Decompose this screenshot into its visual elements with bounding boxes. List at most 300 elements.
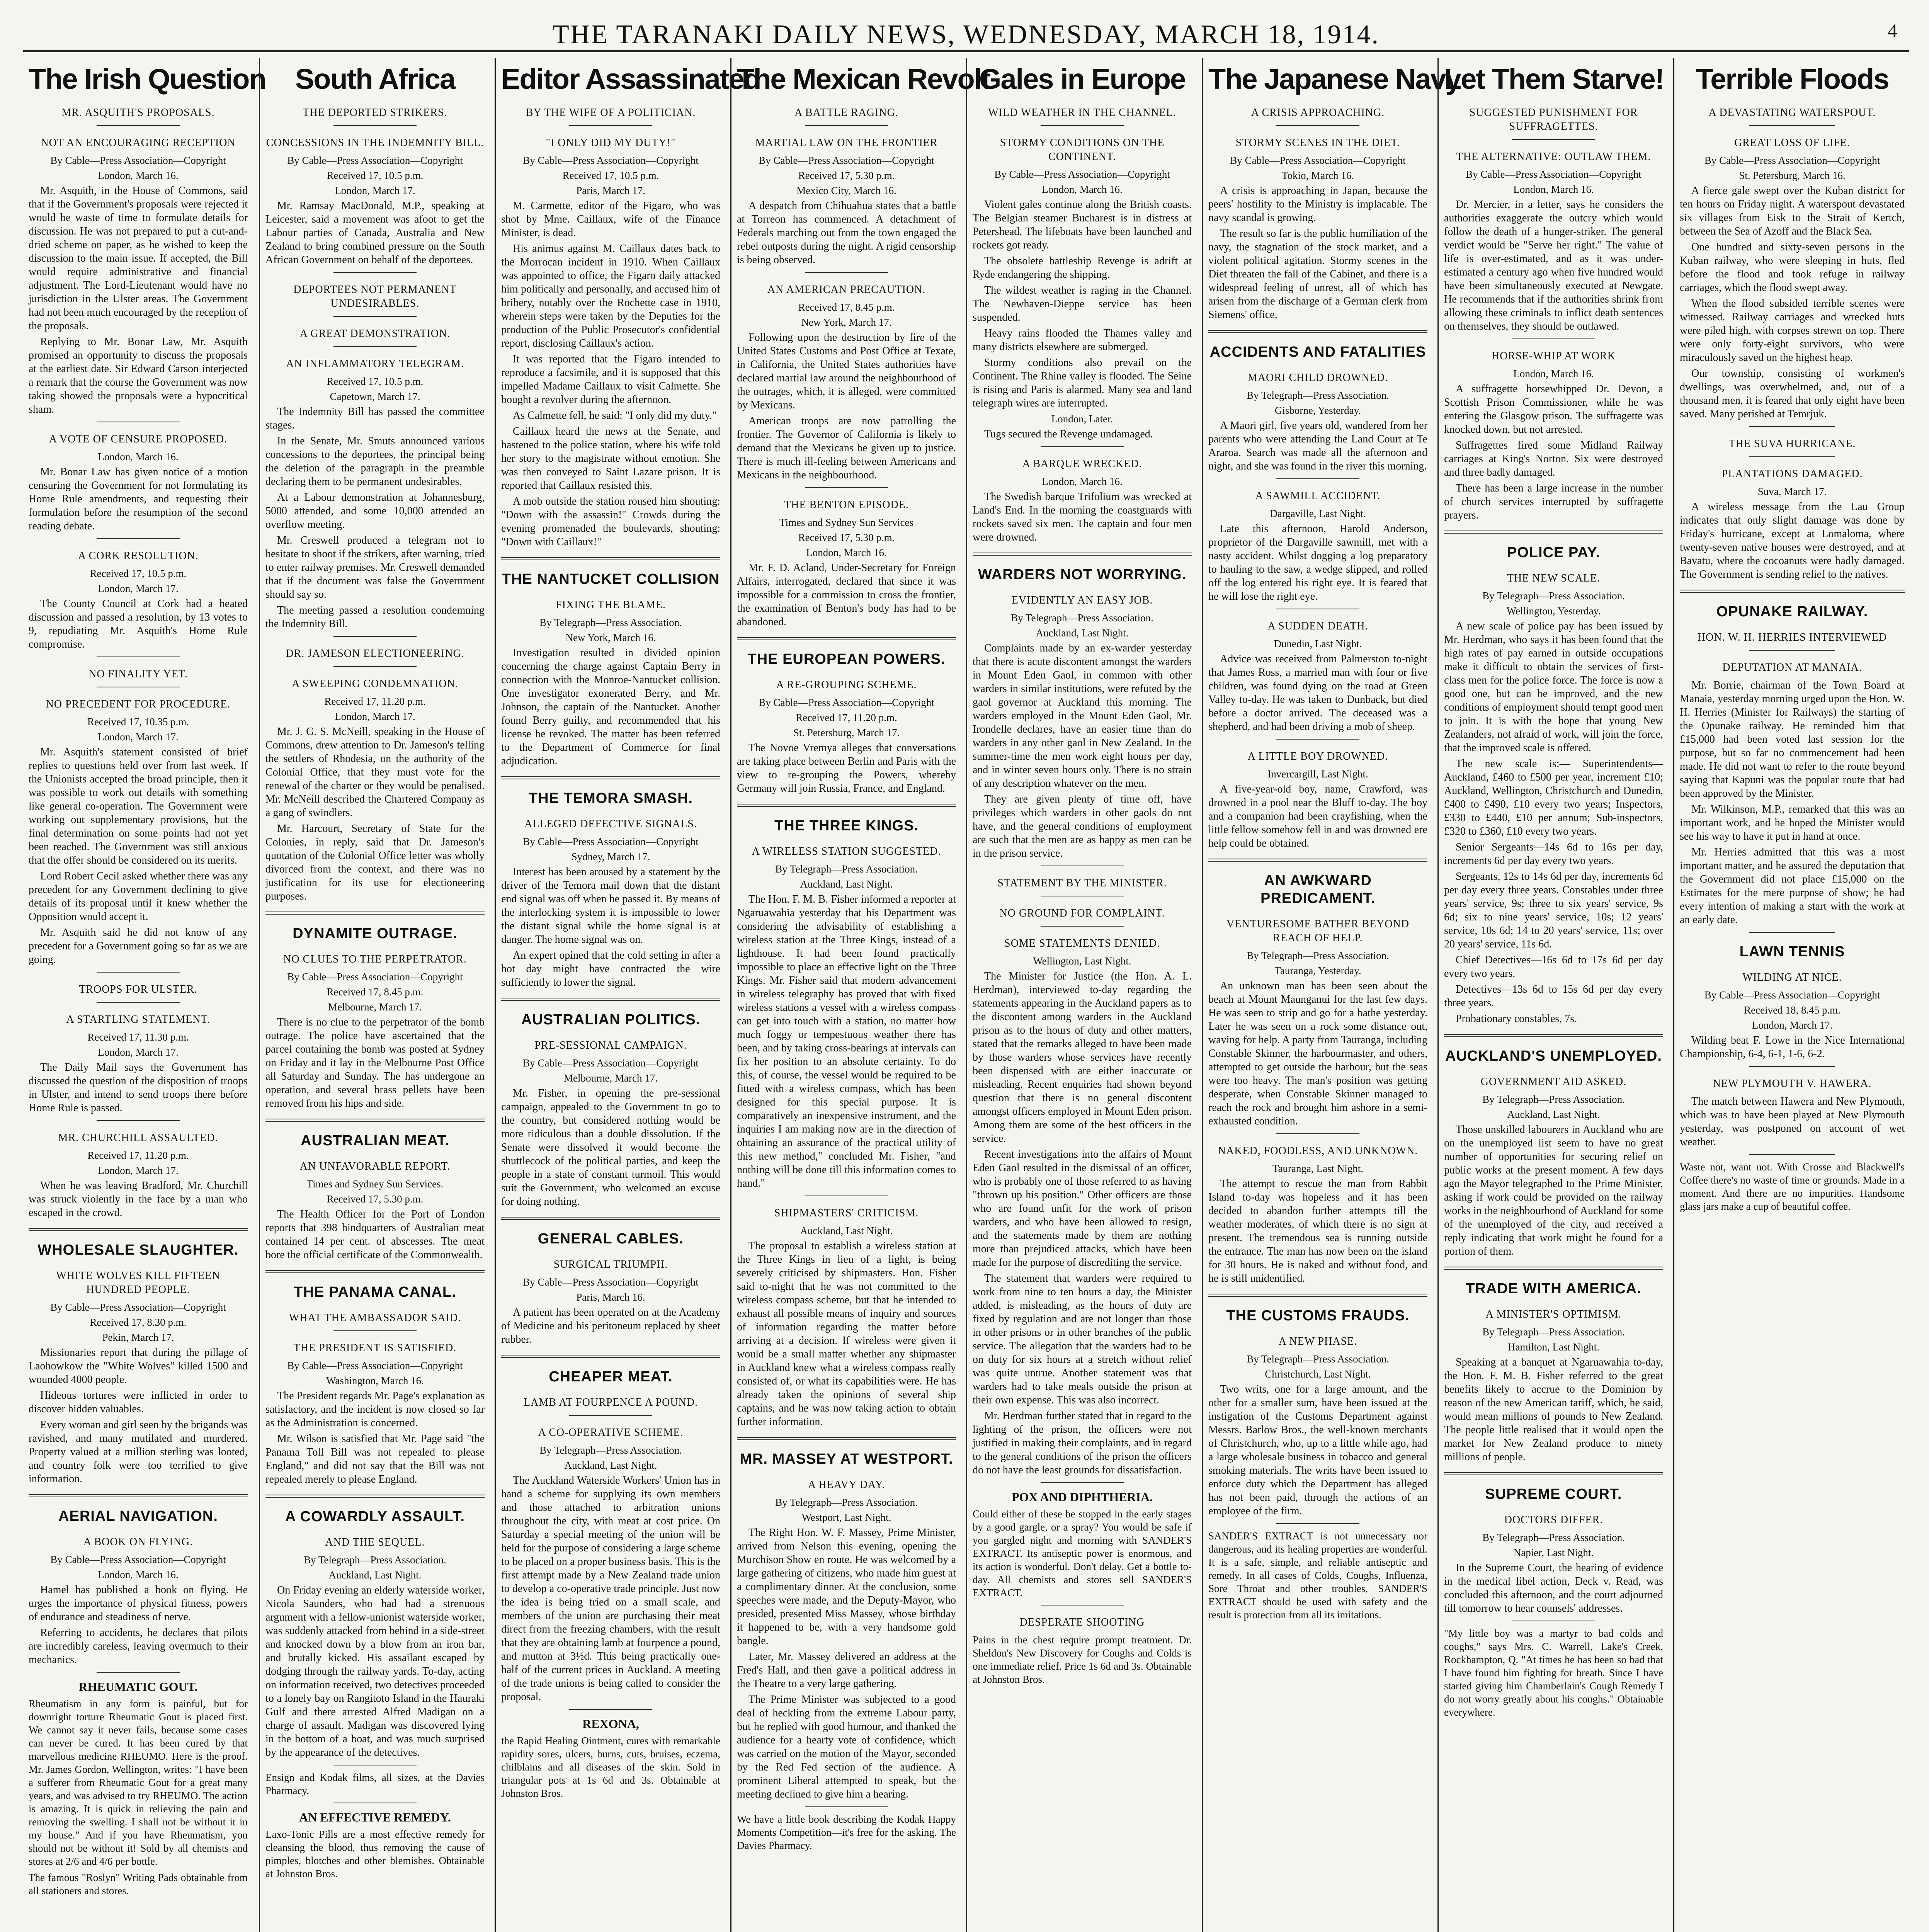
subheading: AN INFLAMMATORY TELEGRAM. [286, 358, 464, 370]
article-headline: THE THREE KINGS. [774, 818, 919, 834]
subheading: A BARQUE WRECKED. [1022, 458, 1142, 470]
dateline: By Telegraph—Press Association. [1482, 1094, 1625, 1105]
paragraph: Senior Sergeants—14s 6d to 16s per day, increments 6d per day every two years. [1444, 841, 1663, 867]
paragraph: Later, Mr. Massey delivered an address at the Fred's Hall, and then gave a political address in the Theatre to a very large gathering. [737, 1651, 956, 1690]
dateline: Dargaville, Last Night. [1270, 508, 1366, 519]
paragraph: They are given plenty of time off, have privileges which warders in other gaols do not have, and the general conditions of employment are such that the men are as happy as men can be in the prison service. [973, 793, 1192, 859]
double-rule [1444, 531, 1663, 534]
dateline: London, March 17. [335, 711, 415, 722]
paragraph: The Health Officer for the Port of London reports that 398 hindquarters of Australian meat contained 14 per cent. of abscesses. The meat bore the official certificate of the Commonwealth. [265, 1208, 485, 1261]
subheading: SHIPMASTERS' CRITICISM. [774, 1207, 919, 1219]
subheading: A HEAVY DAY. [808, 1479, 885, 1491]
divider-rule [97, 972, 180, 973]
double-rule [501, 776, 720, 779]
dateline: Received 17, 11.30 p.m. [87, 1031, 189, 1043]
double-rule [973, 553, 1192, 556]
double-rule [1444, 1472, 1663, 1475]
divider-rule [569, 1415, 652, 1416]
paragraph: A despatch from Chihuahua states that a battle at Torreon has commenced. A detachment of Federals marching out from the town engaged the rebel outposts during the night. A rigid censorship is being observed. [737, 200, 956, 266]
subheading: GOVERNMENT AID ASKED. [1480, 1076, 1627, 1088]
dateline: Sydney, March 17. [571, 851, 650, 862]
dateline: Times and Sydney Sun Services. [306, 1178, 444, 1190]
divider-rule [569, 1709, 652, 1710]
paragraph: When the flood subsided terrible scenes were witnessed. Railway carriages and wrecked huts were piled high, with corpses strewn on top. There were only forty-eight survivors, who were miraculously saved on the highest heap. [1680, 298, 1905, 364]
paragraph: Heavy rains flooded the Thames valley and many districts elsewhere are submerged. [973, 327, 1192, 353]
paragraph: The obsolete battleship Revenge is adrift at Ryde endangering the shipping. [973, 255, 1192, 281]
dateline: By Cable—Press Association—Copyright [523, 155, 699, 166]
dateline: Mexico City, March 16. [796, 185, 896, 196]
dateline: By Cable—Press Association—Copyright [50, 1301, 226, 1313]
paragraph: The Novoe Vremya alleges that conversations are taking place between Berlin and Paris with the view to re-grouping the Powers, whereby Germany will join Russia, France, and England. [737, 742, 956, 794]
subheading: BY THE WIFE OF A POLITICIAN. [526, 107, 696, 119]
double-rule [1208, 1294, 1427, 1297]
divider-rule [1276, 1133, 1359, 1134]
divider-rule [1041, 125, 1124, 126]
paragraph: In the Senate, Mr. Smuts announced various concessions to the deportees, the principal being the deletion of the paragraph in the preamble declaring them to be permanent undesirables. [265, 435, 485, 488]
dateline: By Cable—Press Association—Copyright [50, 1554, 226, 1565]
page-number: 4 [1888, 20, 1897, 41]
subheading: PLANTATIONS DAMAGED. [1721, 468, 1863, 480]
dateline: Auckland, Last Night. [800, 1225, 893, 1236]
divider-rule [569, 125, 652, 126]
subheading: A CORK RESOLUTION. [78, 550, 199, 562]
paragraph: Complaints made by an ex-warder yesterday that there is acute discontent amongst the warders in Mount Eden Gaol, in common with other warders in similar institutions, were refuted by the gaol governor at Auckland this morning. The warders employed in the Mount Eden Gaol, Mr. Irondelle declares, have an easier time than do warders in any other gaol in New Zealand. In the summer-time the men work eight hours per day, and in winter seven hours only. There is no strain of any description whatever on the men. [973, 642, 1192, 789]
dateline: Pekin, March 17. [102, 1332, 174, 1343]
column-title: Terrible Floods [1696, 63, 1889, 95]
dateline: Received 18, 8.45 p.m. [1744, 1004, 1841, 1016]
paragraph: Advice was received from Palmerston to-night that James Ross, a married man with four or five children, was found dying on the road at Green Valley to-day. He was taken to Dunback, but died before a doctor arrived. The deceased was a shepherd, and had been driving a mob of sheep. [1208, 653, 1427, 733]
subheading: STATEMENT BY THE MINISTER. [997, 877, 1167, 889]
article-headline: MR. MASSEY AT WESTPORT. [740, 1451, 953, 1467]
paragraph: Investigation resulted in divided opinion concerning the charge against Captain Berry in connection with the Monroe-Nantucket collision. One investigator exonerated Berry, and Mr. Johnson, the captain of the Nantucket. Another found Berry guilty, and recommended that his license be revoked. The matter has been referred to the Department of Commerce for final adjudication. [501, 647, 720, 767]
column-body [1680, 106, 1905, 1213]
dateline: By Cable—Press Association—Copyright [50, 155, 226, 166]
divider-rule [1041, 446, 1124, 447]
paragraph: The Hon. F. M. B. Fisher informed a reporter at Ngaruawahia yesterday that his Department was considering the advisability of establishing a wireless station at the Three Kings, instead of a lighthouse. It had been found practically impossible to place an effective light on the Three Kings. Mr. Fisher said that modern advancement in wireless telegraphy has proved that with fixed wireless stations a vessel with a wireless compass can get into touch with a station, no matter how much foggy or tempestuous weather there has been, and by taking cross-bearings at intervals can fix her position to an absolute certainty. To do this, of course, the vessel would be required to be fitted with a wireless compass, which has been designed for this special purpose. It is comparatively an inexpensive instrument, and the inquiries I am making now are in the direction of obtaining an assurance of the practical utility of this new method," concluded Mr. Fisher, "and nothing will be done till this information comes to hand." [737, 893, 956, 1189]
paragraph: His animus against M. Caillaux dates back to the Morrocan incident in 1910. When Caillaux was appointed to office, the Figaro daily attacked him politically and personally, and accused him of bribery, notably over the Rochette case in 1910, wherein steps were taken by the Deputies for the production of the Public Prosecutor's confidential report, disclosing Caillaux's action. [501, 243, 720, 349]
paragraph: The Swedish barque Trifolium was wrecked at Land's End. In the morning the coastguards with rockets saved six men. The captain and four men were drowned. [973, 491, 1192, 543]
subheading: WILD WEATHER IN THE CHANNEL. [988, 107, 1176, 119]
paragraph: Hideous tortures were inflicted in order to discover hidden valuables. [29, 1389, 248, 1415]
column-body [973, 106, 1192, 1686]
divider-rule [1041, 1482, 1124, 1483]
paragraph: Wilding beat F. Lowe in the Nice International Championship, 6-4, 6-1, 1-6, 6-2. [1680, 1034, 1905, 1060]
dateline: By Cable—Press Association—Copyright [759, 155, 934, 166]
dateline: London, March 16. [98, 170, 179, 181]
paragraph: A new scale of police pay has been issued by Mr. Herdman, who says it has been found that the high rates of pay earned in outside occupations make it difficult to obtain the services of first-class men for the police force. The force is now a good one, but can be improved, and the new conditions of employment should tempt good men to join. It is with the hope that young New Zealanders, not afraid of work, will join the force, that the improved scale is offered. [1444, 620, 1663, 754]
paragraph: A suffragette horsewhipped Dr. Devon, a Scottish Prison Commissioner, while he was entering the Glasgow prison. The suffragette was knocked down, but not arrested. [1444, 383, 1663, 435]
dateline: Wellington, Last Night. [1033, 955, 1131, 967]
divider-rule [1749, 1154, 1835, 1155]
divider-rule [1749, 650, 1835, 651]
paragraph: The Daily Mail says the Government has discussed the question of the disposition of troops in Ulster, and intend to send troops there before Home Rule is passed. [29, 1061, 248, 1114]
dateline: Suva, March 17. [1757, 486, 1827, 497]
article-headline: TRADE WITH AMERICA. [1466, 1281, 1642, 1297]
paragraph: Mr. Ramsay MacDonald, M.P., speaking at Leicester, said a movement was afoot to get the Labour parties of Canada, Australia and New Zealand to bring combined pressure on the South African Government on behalf of the deportees. [265, 200, 485, 266]
subheading: HORSE-WHIP AT WORK [1492, 350, 1616, 362]
dateline: London, Later. [1051, 413, 1113, 425]
double-rule [265, 1119, 485, 1122]
paragraph: Replying to Mr. Bonar Law, Mr. Asquith promised an opportunity to discuss the proposals at the earliest date. Sir Edward Carson interjected a remark that the course the Government was now taking showed the proposals were a hypocritical sham. [29, 336, 248, 415]
paragraph: Every woman and girl seen by the brigands was ravished, and many mutilated and murdered. Property valued at a million sterling was looted, and country folk were too terrified to give information. [29, 1419, 248, 1485]
paragraph: American troops are now patrolling the frontier. The Governor of California is likely to demand that the Mexicans be given up to justice. There is much ill-feeling between Americans and Mexicans in the neighbourhood. [737, 415, 956, 481]
paragraph: Probationary constables, 7s. [1456, 1013, 1577, 1025]
subheading: MARTIAL LAW ON THE FRONTIER [755, 137, 938, 149]
subheading: SOME STATEMENTS DENIED. [1004, 937, 1160, 949]
double-rule [1208, 859, 1427, 862]
subheading: MR. ASQUITH'S PROPOSALS. [61, 107, 215, 119]
article-headline: AUSTRALIAN POLITICS. [521, 1012, 701, 1028]
dateline: By Cable—Press Association—Copyright [287, 1360, 463, 1371]
subheading: NO GROUND FOR COMPLAINT. [999, 907, 1165, 919]
column-body [29, 106, 248, 1897]
double-rule [265, 912, 485, 915]
subheading: DEPUTATION AT MANAIA. [1722, 662, 1862, 673]
dateline: By Telegraph—Press Association. [1482, 1532, 1625, 1543]
double-rule [1444, 1267, 1663, 1270]
subheading: SUGGESTED PUNISHMENT FOR SUFFRAGETTES. [1469, 107, 1638, 133]
advertisement-text: The famous "Roslyn" Writing Pads obtainable from all stationers and stores. [29, 1872, 248, 1896]
article-headline: OPUNAKE RAILWAY. [1716, 604, 1868, 620]
paragraph: As Calmette fell, he said: "I only did my duty." [513, 410, 717, 422]
dateline: Melbourne, March 17. [328, 1001, 422, 1013]
article-headline: THE CUSTOMS FRAUDS. [1226, 1308, 1410, 1324]
divider-rule [97, 656, 180, 657]
advertisement-heading: REXONA, [582, 1717, 639, 1731]
article-headline: THE TEMORA SMASH. [528, 790, 693, 806]
advertisement-text: the Rapid Healing Ointment, cures with remarkable rapidity sores, ulcers, burns, cuts, bruises, eczema, chilblains and all diseases of the skin. Sold in triangular pots at 1s 6d and 3s. Obtainable at Johnston Bros. [501, 1735, 720, 1799]
advertisement-text: Pains in the chest require prompt treatment. Dr. Sheldon's New Discovery for Coughs and Colds is one immediate relief. Price 1s 6d and 3s. Obtainable at Johnston Bros. [973, 1634, 1192, 1685]
divider-rule [333, 125, 417, 126]
advertisement-text: SANDER'S EXTRACT is not unnecessary nor dangerous, and its healing properties are wonderful. It is a safe, simple, and reliable antiseptic and remedy. In all cases of Colds, Coughs, Influenza, Sore Throat and other troubles, SANDER'S EXTRACT should be used with safety and the result is protection from all its imitations. [1208, 1530, 1427, 1621]
dateline: By Cable—Press Association—Copyright [287, 155, 463, 166]
paragraph: The result so far is the public humiliation of the navy, the stagnation of the stock market, and a violent political agitation. Stormy scenes in the Diet threaten the fall of the Cabinet, and there is a widespread feeling of unrest, all of which has arisen from the discharge of a German clerk from Siemens' office. [1208, 228, 1427, 321]
subheading: DEPORTEES NOT PERMANENT UNDESIRABLES. [293, 284, 457, 310]
double-rule [737, 804, 956, 807]
paragraph: A wireless message from the Lau Group indicates that only slight damage was done by Friday's hurricane, except at Lomaloma, where twenty-seven native houses were destroyed, and at Bavatu, where the cocoanuts were badly damaged. The Government is sending relief to the natives. [1680, 501, 1905, 580]
paragraph: A Maori girl, five years old, wandered from her parents who were attending the Land Court at Te Araroa. Search was made all the afternoon and night, and she was found in the river this morning. [1208, 420, 1427, 472]
dateline: London, March 16. [1513, 368, 1594, 379]
dateline: Received 17, 10.35 p.m. [87, 716, 189, 728]
paragraph: Hamel has published a book on flying. He urges the importance of physical fitness, powers of endurance and steadiness of nerve. [29, 1584, 248, 1623]
dateline: By Cable—Press Association—Copyright [523, 836, 699, 847]
column-3 [495, 58, 760, 1932]
dateline: Hamilton, Last Night. [1508, 1341, 1599, 1353]
divider-rule [1749, 125, 1835, 126]
subheading: GREAT LOSS OF LIFE. [1734, 137, 1851, 149]
advertisement-text: Rheumatism in any form is painful, but for downright torture Rheumatic Gout is placed first. We cannot say it never fails, because some cases can never be cured. It has been cured by that marvellous medicine RHEUMO. Here is the proof. Mr. James Gordon, Wellington, writes: "I have been a sufferer from Rheumatic Gout for a great many years, and was advised to try RHEUMO. The action is amazing. It is quick in relieving the pain and removing the swelling. I shall not be without it in my house." And if you have Rheumatism, you should not be without it! Sold by all chemists and stores at 2/6 and 4/6 per bottle. [29, 1698, 248, 1867]
divider-rule [97, 1672, 180, 1673]
paragraph: Stormy conditions also prevail on the Continent. The Rhine valley is flooded. The Seine is rising and Paris is alarmed. Many sea and land telegraph wires are interrupted. [973, 357, 1192, 409]
dateline: Received 17, 11.20 p.m. [796, 712, 897, 723]
paragraph: The proposal to establish a wireless station at the Three Kings in lieu of a light, is being severely criticised by shipmasters. Hon. Fisher said to-night that he was not committed to the wireless compass scheme, but that he intended to exhaust all possible means of inquiry and sources of information regarding the matter before arriving at a decision. If wireless were given it would be a small matter whether any shipmaster in Auckland knew what a wireless compass really consisted of, or what its capabilities were. He has already taken the opinions of several ship captains, and he was now taking action to obtain further information. [737, 1240, 956, 1428]
column-title: Editor Assassinated [501, 63, 760, 95]
article-headline: ACCIDENTS AND FATALITIES [1209, 344, 1426, 360]
subheading: A RE-GROUPING SCHEME. [776, 679, 917, 691]
subheading: A CO-OPERATIVE SCHEME. [538, 1427, 684, 1439]
subheading: FIXING THE BLAME. [556, 599, 666, 611]
dateline: Paris, March 16. [576, 1291, 645, 1303]
dateline: Auckland, Last Night. [328, 1569, 422, 1581]
paragraph: Mr. Bonar Law has given notice of a motion censuring the Government for not formulating its Home Rule amendments, and requesting their formulation before the resumption of the second reading debate. [29, 466, 248, 532]
divider-rule [1276, 478, 1359, 479]
dateline: Received 17, 5.30 p.m. [327, 1193, 424, 1205]
divider-rule [1276, 125, 1359, 126]
dateline: London, March 17. [98, 1046, 179, 1058]
paragraph: Mr. Wilson is satisfied that Mr. Page said "the Panama Toll Bill was not repealed to please England," and did not say that the Bill was not repealed merely to please England. [265, 1433, 485, 1485]
double-rule [29, 1494, 248, 1497]
dateline: London, March 17. [98, 583, 179, 594]
paragraph: Dr. Mercier, in a letter, says he considers the authorities exaggerate the outcry which would follow the death of a hunger-striker. The general verdict would be "Serve her right." The value of life is over-estimated, and as it was under-estimated a century ago when five hundred would have been simultaneously executed at Newgate. He recommends that if the authorities shrink from allowing these criminals to inflict death sentences on themselves, they should be outlawed. [1444, 199, 1663, 332]
paragraph: Mr. Asquith said he did not know of any precedent for a Government going so far as we are going. [29, 927, 248, 966]
column-5 [966, 58, 1197, 1932]
divider-rule [805, 487, 888, 488]
subheading: DOCTORS DIFFER. [1504, 1514, 1603, 1526]
article-headline: AUCKLAND'S UNEMPLOYED. [1445, 1048, 1662, 1064]
paragraph: A crisis is approaching in Japan, because the peers' hostility to the Ministry is implacable. The navy scandal is growing. [1208, 185, 1427, 224]
dateline: Auckland, Last Night. [800, 878, 893, 890]
paragraph: At a Labour demonstration at Johannesburg, 5000 attended, and some 10,000 attended an overflow meeting. [265, 492, 485, 531]
dateline: Tauranga, Yesterday. [1274, 965, 1361, 976]
dateline: By Telegraph—Press Association. [1482, 590, 1625, 602]
subheading: THE PRESIDENT IS SATISFIED. [293, 1342, 457, 1354]
column-body [265, 106, 485, 1880]
paragraph: A mob outside the station roused him shouting: "Down with the assassin!" Crowds during the evening promenaded the boulevards, shouting: "Down with Caillaux!" [501, 495, 720, 548]
advertisement-text: Waste not, want not. With Crosse and Blackwell's Coffee there's no waste of time or grounds. Made in a moment. And there are no impurities. Handsome glass jars make a cup of beautiful coffee. [1680, 1161, 1905, 1212]
subheading: NEW PLYMOUTH V. HAWERA. [1713, 1078, 1872, 1090]
paragraph: Sergeants, 12s to 14s 6d per day, increments 6d per day every three years. Constables under three years' service, 9s; three to six years' service, 9s 6d; six to nine years' service, 10s; 12 years' service, 10s 6d; 14 to 20 years' service, 11s; over 20 years' service, 11s 6d. [1444, 871, 1663, 950]
subheading: ALLEGED DEFECTIVE SIGNALS. [524, 818, 697, 830]
paragraph: Missionaries report that during the pillage of Laohowkow the "White Wolves" killed 1500 and wounded 4000 people. [29, 1347, 248, 1386]
dateline: London, March 16. [1042, 476, 1123, 487]
divider-rule [805, 272, 888, 273]
dateline: By Cable—Press Association—Copyright [994, 168, 1170, 180]
subheading: THE BENTON EPISODE. [784, 499, 909, 511]
dateline: Received 17, 8.45 p.m. [327, 986, 424, 998]
dateline: Napier, Last Night. [1513, 1547, 1594, 1558]
dateline: Paris, March 17. [576, 185, 645, 196]
dateline: Received 17, 8.30 p.m. [90, 1316, 187, 1328]
dateline: London, March 17. [98, 731, 179, 743]
subheading: LAMB AT FOURPENCE A POUND. [523, 1396, 698, 1408]
dateline: By Telegraph—Press Association. [1482, 1326, 1625, 1338]
column-title: The Mexican Revolt [737, 63, 990, 95]
paragraph: Our township, consisting of workmen's dwellings, was overwhelmed, and, out of a thousand men, it is feared that only eight have been saved. Many perished at Temrjuk. [1680, 367, 1905, 420]
paragraph: Those unskilled labourers in Auckland who are on the unemployed list seem to have no great number of opportunities for securing relief on public works at the present moment. A few days ago the Mayor telegraphed to the Prime Minister, asking if work could be provided on the railway works in the neighbourhood of Auckland for some of the unemployed of the city, and received a reply indicating that work might be found for a portion of them. [1444, 1124, 1663, 1257]
paragraph: Mr. Fisher, in opening the pre-sessional campaign, appealed to the Government to go to the country, but considered nothing would be more ridiculous than a double dissolution. If the Senate were dissolved it would become the shuttlecock of the political parties, and keep the people in a state of constant turmoil. This would suit the Government, who welcomed an excuse for doing nothing. [501, 1087, 720, 1208]
dateline: By Telegraph—Press Association. [1247, 389, 1389, 401]
paragraph: Referring to accidents, he declares that pilots are incredibly careless, leaving overmuch to their mechanics. [29, 1627, 248, 1666]
double-rule [737, 637, 956, 640]
subheading: AN AMERICAN PRECAUTION. [767, 284, 926, 296]
subheading: PRE-SESSIONAL CAMPAIGN. [534, 1039, 687, 1051]
subheading: A LITTLE BOY DROWNED. [1247, 750, 1388, 762]
column-title: South Africa [295, 63, 455, 95]
divider-rule [1276, 739, 1359, 740]
paragraph: Mr. Herries admitted that this was a most important matter, and he assured the deputation that the Government did not place £15,000 on the Estimates for the mere purpose of show; he had every intention of making a start with the work at an early date. [1680, 846, 1905, 926]
paragraph: Mr. Creswell produced a telegram not to hesitate to shoot if the strikers, after warning, tried to enter railway premises. Mr. Creswell demanded that if the document was false the Government should say so. [265, 534, 485, 600]
divider-rule [1512, 139, 1595, 140]
column-8 [1673, 58, 1910, 1932]
divider-rule [333, 346, 417, 347]
divider-rule [1749, 1066, 1835, 1067]
dateline: Received 17, 11.20 p.m. [324, 696, 426, 707]
subheading: A VOTE OF CENSURE PROPOSED. [49, 433, 228, 445]
article-headline: THE EUROPEAN POWERS. [747, 651, 946, 667]
subheading: TROOPS FOR ULSTER. [79, 983, 197, 995]
paragraph: Late this afternoon, Harold Anderson, proprietor of the Dargaville sawmill, met with a nasty accident. Whilst dogging a log preparatory to hauling to the saw, a wedge slipped, and rolled off the log entered his right eye. It is feared that he will lose the right eye. [1208, 523, 1427, 602]
dateline: Auckland, Last Night. [564, 1459, 657, 1471]
paragraph: Lord Robert Cecil asked whether there was any precedent for any Government declining to give details of its proposal until it knew whether the Opposition would accept it. [29, 870, 248, 923]
paragraph: Mr. Borrie, chairman of the Town Board at Manaia, yesterday morning urged upon the Hon. W. H. Herries (Minister for Railways) the starting of the Opunake railway. He reminded him that £15,000 had been voted last session for the purpose, but so far no commencement had been made. He did not want to refer to the route beyond saying that Kapuni was the popular route that had been approved by the Minister. [1680, 679, 1905, 799]
advertisement-heading: POX AND DIPHTHERIA. [1011, 1490, 1153, 1504]
dateline: Times and Sydney Sun Services [779, 517, 913, 528]
dateline: By Telegraph—Press Association. [775, 1497, 918, 1508]
paragraph: Mr. Harcourt, Secretary of State for the Colonies, in reply, said that Dr. Jameson's quotation of the Colonial Office letter was wholly divorced from the context, and there was no justification for its use for electioneering purposes. [265, 823, 485, 902]
paragraph: One hundred and sixty-seven persons in the Kuban railway, who were sleeping in huts, fled before the flood and took refuge in railway carriages, which the flood swept away. [1680, 241, 1905, 294]
divider-rule [333, 666, 417, 667]
paragraph: A five-year-old boy, name, Crawford, was drowned in a pool near the Bluff to-day. The boy and a companion had been crayfishing, when the little fellow somehow fell in and was drowned ere help could be obtained. [1208, 783, 1427, 849]
double-rule [501, 998, 720, 1001]
paragraph: A fierce gale swept over the Kuban district for ten hours on Friday night. A waterspout devastated six villages from Eisk to the Strait of Kertch, between the Sea of Azoff and the Black Sea. [1680, 185, 1905, 237]
dateline: By Cable—Press Association—Copyright [759, 697, 934, 708]
paragraph: In the Supreme Court, the hearing of evidence in the medical libel action, Deck v. Read, was concluded this afternoon, and the court adjourned till tomorrow to hear counsels' addresses. [1444, 1562, 1663, 1614]
article-headline: CHEAPER MEAT. [549, 1369, 673, 1385]
paragraph: There is no clue to the perpetrator of the bomb outrage. The police have ascertained that the parcel containing the bomb was posted at Sydney on Friday and it lay in the Melbourne Post Office all Saturday and Sunday. The has undergone an operation, and several brass pellets have been removed from his hips and side. [265, 1016, 485, 1109]
column-4 [730, 58, 990, 1932]
dateline: Wellington, Yesterday. [1506, 605, 1601, 617]
divider-rule [333, 272, 417, 273]
paragraph: The Auckland Waterside Workers' Union has in hand a scheme for supplying its own members and those attached to arbitration unions throughout the city, with meat at cost price. On Saturday a special meeting of the union will be held for the purpose of considering a large scheme to be placed on a proper business basis. This is the first attempt made by a New Zealand trade union to develop a co-operative trade principle. Just now the idea is being tried on a small scale, and members of the union are purchasing their meat direct from the freezing chambers, with the result that they are obtaining lamb at fourpence a pound, and mutton at 3½d. This being practically one-half of the current prices in Auckland. A meeting of the trade unions is being called to consider the proposal. [501, 1475, 720, 1703]
dateline: Melbourne, March 17. [564, 1072, 658, 1084]
masthead-title: THE TARANAKI DAILY NEWS, WEDNESDAY, MARCH 18, 1914. [553, 20, 1380, 49]
subheading: A BATTLE RAGING. [794, 107, 898, 119]
dateline: By Telegraph—Press Association. [1247, 1353, 1389, 1365]
dateline: London, March 16. [98, 1569, 179, 1580]
divider-rule [1041, 926, 1124, 927]
divider-rule [805, 125, 888, 126]
subheading: WHAT THE AMBASSADOR SAID. [289, 1312, 461, 1324]
article-headline: AERIAL NAVIGATION. [58, 1508, 218, 1524]
paragraph: Caillaux heard the news at the Senate, and hastened to the police station, where his wife told her story to the magistrate without emotion. She was then conveyed to Saint Lazare prison. It is reported that Caillaux resisted this. [501, 425, 720, 492]
dateline: Auckland, Last Night. [1036, 627, 1129, 639]
paragraph: The President regards Mr. Page's explanation as satisfactory, and the incident is now closed so far as the Administration is concerned. [265, 1390, 485, 1429]
dateline: St. Petersburg, March 17. [793, 727, 900, 738]
divider-rule [97, 538, 180, 539]
subheading: A GREAT DEMONSTRATION. [299, 328, 451, 340]
double-rule [265, 1270, 485, 1273]
columns-area [23, 58, 1909, 1932]
subheading: A NEW PHASE. [1278, 1335, 1357, 1347]
advertisement-text: Laxo-Tonic Pills are a most effective remedy for cleansing the blood, thus removing the cause of pimples, blotches and other blemishes. Obtainable at Johnston Bros. [265, 1828, 485, 1879]
dateline: By Cable—Press Association—Copyright [287, 971, 463, 983]
double-rule [501, 1217, 720, 1220]
column-title: The Irish Question [29, 63, 266, 95]
dateline: Dunedin, Last Night. [1274, 638, 1362, 650]
dateline: By Cable—Press Association—Copyright [1704, 155, 1880, 166]
column-title: Let Them Starve! [1444, 63, 1664, 95]
subheading: NOT AN ENCOURAGING RECEPTION [41, 137, 236, 149]
subheading: AN UNFAVORABLE REPORT. [299, 1160, 451, 1172]
paragraph: M. Carmette, editor of the Figaro, who was shot by Mme. Caillaux, wife of the Finance Minister, is dead. [501, 200, 720, 239]
dateline: Auckland, Last Night. [1507, 1109, 1600, 1120]
subheading: THE NEW SCALE. [1507, 572, 1601, 584]
divider-rule [1749, 456, 1835, 457]
subheading: NAKED, FOODLESS, AND UNKNOWN. [1218, 1145, 1418, 1157]
advertisement-heading: AN EFFECTIVE REMEDY. [299, 1810, 451, 1824]
subheading: A CRISIS APPROACHING. [1251, 107, 1385, 119]
divider-rule [97, 125, 180, 126]
subheading: AND THE SEQUEL. [325, 1536, 425, 1548]
masthead [23, 15, 1909, 52]
dateline: By Telegraph—Press Association. [775, 863, 918, 875]
column-7 [1437, 58, 1669, 1932]
double-rule [501, 557, 720, 560]
dateline: New York, March 16. [565, 632, 656, 643]
dateline: Received 17, 5.30 p.m. [798, 170, 895, 181]
dateline: St. Petersburg, March 16. [1739, 170, 1846, 181]
paragraph: There has been a large increase in the number of church services interrupted by suffragette prayers. [1444, 482, 1663, 521]
divider-rule [333, 1330, 417, 1331]
paragraph: Suffragettes fired some Midland Railway carriages at King's Norton. Six were destroyed and three badly damaged. [1444, 439, 1663, 478]
subheading: THE DEPORTED STRIKERS. [303, 107, 447, 119]
article-headline: THE NANTUCKET COLLISION [502, 571, 720, 587]
paragraph: Recent investigations into the affairs of Mount Eden Gaol resulted in the dismissal of an officer, who is probably one of those referred to as having "thrown up his position." Other officers are those who are found unfit for the work of prison warders, and who have been allowed to resign, and the statements made by them are nothing more than prejudiced attacks, which have been made for the purpose of discrediting the service. [973, 1148, 1192, 1269]
subheading: HON. W. H. HERRIES INTERVIEWED [1697, 631, 1887, 643]
subheading: DR. JAMESON ELECTIONEERING. [286, 648, 464, 660]
dateline: By Cable—Press Association—Copyright [523, 1057, 699, 1069]
column-body [501, 106, 720, 1800]
divider-rule [97, 1120, 180, 1121]
paragraph: The match between Hawera and New Plymouth, which was to have been played at New Plymouth yesterday, was postponed on account of wet weather. [1680, 1095, 1905, 1148]
paragraph: The attempt to rescue the man from Rabbit Island to-day was hopeless and it has been decided to abandon further attempts till the weather moderates, of which there is no sign at present. The tremendous sea is running outside the entrance. The man has now been on the island for 30 hours. He is naked and without food, and he is still unidentified. [1208, 1178, 1427, 1284]
divider-rule [1749, 932, 1835, 933]
dateline: London, March 17. [98, 1165, 179, 1176]
subheading: NO CLUES TO THE PERPETRATOR. [283, 953, 467, 965]
dateline: Received 17, 10.5 p.m. [327, 376, 424, 387]
dateline: Received 17, 10.5 p.m. [562, 170, 659, 181]
paragraph: Detectives—13s 6d to 15s 6d per day every three years. [1444, 983, 1663, 1009]
column-body [1208, 106, 1427, 1621]
paragraph: It was reported that the Figaro intended to reproduce a facsimile, and it is supposed that this impelled Madame Caillaux to visit Calmette. She bought a revolver during the afternoon. [501, 353, 720, 406]
dateline: By Cable—Press Association—Copyright [1230, 155, 1406, 166]
column-title: The Japanese Navy [1208, 63, 1461, 95]
paragraph: Following upon the destruction by fire of the United States Customs and Post Office at Texate, in California, the United States authorities have declared martial law around the neighbourhood of the outrages, which, it is alleged, were committed by Mexicans. [737, 332, 956, 411]
article-headline: WHOLESALE SLAUGHTER. [37, 1242, 239, 1258]
dateline: Received 17, 10.5 p.m. [327, 170, 424, 181]
paragraph: Mr. Wilkinson, M.P., remarked that this was an important work, and he hoped the Minister would see his way to have it put in hand at once. [1680, 803, 1905, 842]
subheading: VENTURESOME BATHER BEYOND REACH OF HELP. [1226, 918, 1409, 944]
article-headline: SUPREME COURT. [1485, 1486, 1622, 1502]
double-rule [1444, 1034, 1663, 1037]
dateline: Invercargill, Last Night. [1267, 768, 1368, 780]
paragraph: Interest has been aroused by a statement by the driver of the Temora mail down that the distant end signal was off when he passed it. By means of the interlocking system it is impossible to lower the distant signal while the home signal is at danger. The home signal was on. [501, 866, 720, 946]
paragraph: The Prime Minister was subjected to a good deal of heckling from the extreme Labour party, but he replied with good humour, and thanked the audience for a hearty vote of confidence, which was carried on the motion of the Mayor, seconded by the Red Fed section of the audience. A prominent Liberal attempted to speak, but the meeting declined to give him a hearing. [737, 1694, 956, 1800]
subheading: MAORI CHILD DROWNED. [1248, 372, 1388, 384]
article-headline: THE PANAMA CANAL. [294, 1284, 456, 1300]
article-headline: GENERAL CABLES. [538, 1231, 684, 1247]
double-rule [1680, 590, 1905, 593]
divider-rule [333, 316, 417, 317]
subheading: SURGICAL TRIUMPH. [553, 1259, 668, 1270]
paragraph: The statement that warders were required to work from nine to ten hours a day, the Minister added, is misleading, as the hours of duty are fixed by regulation and are not longer than those in other prisons or in other branches of the public service. The allegation that the warders had to be on duty for six hours at a stretch without relief was quite untrue. Another statement was that warders had to take meals outside the prison at their own expense. This was also incorrect. [973, 1272, 1192, 1406]
divider-rule [97, 1002, 180, 1003]
column-title: Gales in Europe [979, 63, 1186, 95]
subheading: CONCESSIONS IN THE INDEMNITY BILL. [266, 137, 484, 149]
paragraph: The meeting passed a resolution condemning the Indemnity Bill. [265, 604, 485, 630]
paragraph: The new scale is:— Superintendents—Auckland, £460 to £500 per year, increment £10; Auckland, Wellington, Christchurch and Dunedin, £400 to £490, £10 every two years; Inspectors, £330 to £440, £10 per annum; Sub-inspectors, £320 to £360, £10 every two years. [1444, 758, 1663, 837]
subheading: A SUDDEN DEATH. [1267, 620, 1368, 632]
